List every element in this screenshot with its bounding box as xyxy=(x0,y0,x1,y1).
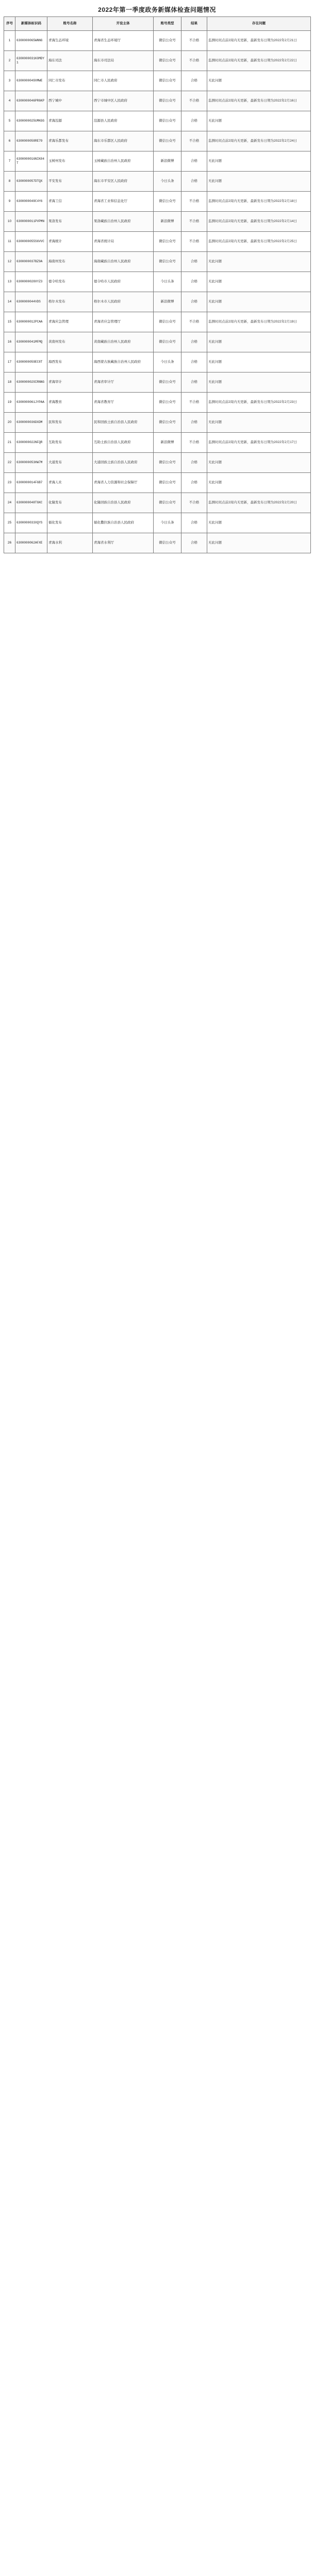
cell-issue: 无此问题 xyxy=(207,413,311,433)
cell-organization: 化隆回族自治县人民政府 xyxy=(93,493,154,513)
cell-media-id: 6300000041MFMQ xyxy=(15,332,47,352)
cell-media-id: 6300000028XYZ3 xyxy=(15,272,47,292)
column-header-result: 结果 xyxy=(181,17,207,31)
cell-account-type: 微信公众号 xyxy=(154,131,181,151)
cell-result: 不合格 xyxy=(181,91,207,111)
cell-media-id: 6300000044VDS xyxy=(15,292,47,312)
cell-result: 不合格 xyxy=(181,212,207,232)
cell-issue: 无此问题 xyxy=(207,272,311,292)
cell-media-id: 6300000048TGKC xyxy=(15,493,47,513)
cell-account-type: 微信公众号 xyxy=(154,71,181,91)
table-row xyxy=(4,232,311,252)
cell-organization: 循化撒拉族自治县人民政府 xyxy=(93,513,154,533)
cell-organization: 海东市乐都区人民政府 xyxy=(93,131,154,151)
cell-row-index: 2 xyxy=(4,51,15,71)
cell-issue: 无此问题 xyxy=(207,332,311,352)
cell-media-id: 6300000012PCAA xyxy=(15,312,47,332)
cell-result: 合格 xyxy=(181,252,207,272)
cell-issue: 监测时间点前2周内无更新，最新发布日期为2022年2月17日 xyxy=(207,433,311,453)
cell-media-id: 6300000062AFXE xyxy=(15,533,47,553)
cell-account-type: 微信公众号 xyxy=(154,312,181,332)
cell-issue: 无此问题 xyxy=(207,71,311,91)
cell-media-id: 6300000049XMWE xyxy=(15,71,47,91)
cell-account-name: 海东司法 xyxy=(47,51,93,71)
cell-issue: 无此问题 xyxy=(207,453,311,473)
cell-result: 不合格 xyxy=(181,393,207,413)
cell-row-index: 16 xyxy=(4,332,15,352)
cell-organization: 青海省工业和信息化厅 xyxy=(93,192,154,212)
cell-result: 合格 xyxy=(181,111,207,131)
cell-account-name: 青海水利 xyxy=(47,533,93,553)
cell-row-index: 10 xyxy=(4,212,15,232)
cell-account-name: 民和发布 xyxy=(47,413,93,433)
cell-result: 合格 xyxy=(181,533,207,553)
cell-issue: 监测时间点前2周内无更新，最新发布日期为2022年2月14日 xyxy=(207,212,311,232)
column-header-index: 序号 xyxy=(4,17,15,31)
cell-media-id: 6300000055S6VVC xyxy=(15,232,47,252)
cell-result: 不合格 xyxy=(181,31,207,51)
cell-media-id: 6300000065WNNG xyxy=(15,31,47,51)
cell-row-index: 3 xyxy=(4,71,15,91)
cell-issue: 无此问题 xyxy=(207,533,311,553)
cell-account-type: 微信公众号 xyxy=(154,192,181,212)
table-row xyxy=(4,91,311,111)
cell-media-id: 6300000031KOMDY1 xyxy=(15,51,47,71)
cell-account-type: 新浪微博 xyxy=(154,151,181,172)
cell-account-type: 微信公众号 xyxy=(154,372,181,393)
cell-organization: 青海省审计厅 xyxy=(93,372,154,393)
cell-issue: 监测时间点前2周内无更新，最新发布日期为2022年2月23日 xyxy=(207,393,311,413)
cell-issue: 监测时间点前2周内无更新，最新发布日期为2022年2月20日 xyxy=(207,493,311,513)
table-row xyxy=(4,393,311,413)
cell-organization: 互助土族自治县人民政府 xyxy=(93,433,154,453)
cell-row-index: 24 xyxy=(4,493,15,513)
table-row xyxy=(4,51,311,71)
cell-account-name: 青海人社 xyxy=(47,473,93,493)
cell-row-index: 22 xyxy=(4,453,15,473)
cell-account-name: 黄南州发布 xyxy=(47,332,93,352)
cell-account-name: 果洛发布 xyxy=(47,212,93,232)
cell-issue: 监测时间点前2周内无更新，最新发布日期为2022年2月19日 xyxy=(207,312,311,332)
table-row xyxy=(4,312,311,332)
cell-result: 合格 xyxy=(181,352,207,372)
cell-result: 合格 xyxy=(181,332,207,352)
cell-result: 合格 xyxy=(181,473,207,493)
table-row xyxy=(4,372,311,393)
cell-account-type: 今日头条 xyxy=(154,513,181,533)
cell-row-index: 5 xyxy=(4,111,15,131)
cell-media-id: 6300000029IRNNG xyxy=(15,372,47,393)
cell-media-id: 6300000014FGB7 xyxy=(15,473,47,493)
column-header-account-type: 账号类型 xyxy=(154,17,181,31)
cell-organization: 海西蒙古族藏族自治州人民政府 xyxy=(93,352,154,372)
cell-account-type: 今日头条 xyxy=(154,272,181,292)
cell-media-id: 6300000046PR6KP xyxy=(15,91,47,111)
cell-issue: 监测时间点前2周内无更新，最新发布日期为2022年2月25日 xyxy=(207,232,311,252)
cell-row-index: 6 xyxy=(4,131,15,151)
cell-issue: 监测时间点前2周内无更新，最新发布日期为2022年2月24日 xyxy=(207,131,311,151)
cell-account-type: 微信公众号 xyxy=(154,533,181,553)
cell-account-name: 循化发布 xyxy=(47,513,93,533)
cell-issue: 监测时间点前2周内无更新，最新发布日期为2022年2月21日 xyxy=(207,31,311,51)
cell-organization: 海东市司法局 xyxy=(93,51,154,71)
cell-account-type: 微信公众号 xyxy=(154,453,181,473)
cell-account-type: 微信公众号 xyxy=(154,493,181,513)
cell-organization: 湟源县人民政府 xyxy=(93,111,154,131)
cell-organization: 青海省应急管理厅 xyxy=(93,312,154,332)
cell-issue: 监测时间点前2周内无更新，最新发布日期为2022年2月18日 xyxy=(207,192,311,212)
cell-media-id: 6300000033XQYS xyxy=(15,513,47,533)
cell-media-id: 6300000053HW7M xyxy=(15,453,47,473)
table-row xyxy=(4,131,311,151)
cell-account-name: 海南州发布 xyxy=(47,252,93,272)
cell-account-name: 青海工信 xyxy=(47,192,93,212)
cell-account-type: 今日头条 xyxy=(154,352,181,372)
cell-account-name: 玉树州发布 xyxy=(47,151,93,172)
cell-row-index: 17 xyxy=(4,352,15,372)
cell-row-index: 25 xyxy=(4,513,15,533)
cell-row-index: 7 xyxy=(4,151,15,172)
cell-row-index: 12 xyxy=(4,252,15,272)
cell-organization: 青海省统计局 xyxy=(93,232,154,252)
cell-issue: 无此问题 xyxy=(207,252,311,272)
cell-account-name: 平安发布 xyxy=(47,172,93,192)
cell-account-type: 微信公众号 xyxy=(154,332,181,352)
cell-organization: 同仁市人民政府 xyxy=(93,71,154,91)
cell-result: 合格 xyxy=(181,292,207,312)
cell-row-index: 13 xyxy=(4,272,15,292)
cell-result: 不合格 xyxy=(181,493,207,513)
cell-row-index: 23 xyxy=(4,473,15,493)
cell-result: 合格 xyxy=(181,172,207,192)
cell-row-index: 11 xyxy=(4,232,15,252)
table-row xyxy=(4,413,311,433)
cell-media-id: 6300000037BZ9A xyxy=(15,252,47,272)
cell-issue: 无此问题 xyxy=(207,172,311,192)
cell-result: 不合格 xyxy=(181,433,207,453)
cell-row-index: 9 xyxy=(4,192,15,212)
table-header-row xyxy=(4,17,311,31)
cell-account-type: 新浪微博 xyxy=(154,433,181,453)
cell-account-name: 青海生态环境 xyxy=(47,31,93,51)
cell-account-name: 化隆发布 xyxy=(47,493,93,513)
cell-result: 合格 xyxy=(181,513,207,533)
table-row xyxy=(4,111,311,131)
cell-issue: 监测时间点前2周内无更新，最新发布日期为2022年2月16日 xyxy=(207,91,311,111)
cell-issue: 无此问题 xyxy=(207,111,311,131)
cell-account-type: 微信公众号 xyxy=(154,393,181,413)
cell-media-id: 6300000057DTQX xyxy=(15,172,47,192)
cell-media-id: 6300000061JYPAA xyxy=(15,393,47,413)
cell-row-index: 18 xyxy=(4,372,15,393)
cell-account-type: 微信公众号 xyxy=(154,111,181,131)
cell-result: 合格 xyxy=(181,413,207,433)
cell-account-type: 微信公众号 xyxy=(154,51,181,71)
table-row xyxy=(4,172,311,192)
cell-row-index: 20 xyxy=(4,413,15,433)
column-header-account-name: 账号名称 xyxy=(47,17,93,31)
table-row xyxy=(4,332,311,352)
cell-result: 合格 xyxy=(181,151,207,172)
cell-organization: 大通回族土族自治县人民政府 xyxy=(93,453,154,473)
cell-account-name: 海西发布 xyxy=(47,352,93,372)
table-row xyxy=(4,473,311,493)
cell-media-id: 6300000016NIK04T xyxy=(15,151,47,172)
cell-media-id: 6300000022NFQR xyxy=(15,433,47,453)
cell-media-id: 6300000025UMKGG xyxy=(15,111,47,131)
cell-organization: 海南藏族自治州人民政府 xyxy=(93,252,154,272)
cell-account-name: 青海应急管理 xyxy=(47,312,93,332)
page-title: 2022年第一季度政务新媒体检查问题情况 xyxy=(98,6,216,13)
table-row xyxy=(4,493,311,513)
cell-row-index: 14 xyxy=(4,292,15,312)
table-row xyxy=(4,31,311,51)
cell-result: 不合格 xyxy=(181,51,207,71)
cell-account-type: 微信公众号 xyxy=(154,473,181,493)
cell-media-id: 6300000058RE79 xyxy=(15,131,47,151)
table-row xyxy=(4,272,311,292)
table-row xyxy=(4,252,311,272)
table-row xyxy=(4,71,311,91)
cell-organization: 民和回族土族自治县人民政府 xyxy=(93,413,154,433)
cell-result: 合格 xyxy=(181,272,207,292)
cell-account-name: 大通发布 xyxy=(47,453,93,473)
cell-account-type: 微信公众号 xyxy=(154,91,181,111)
cell-organization: 果洛藏族自治州人民政府 xyxy=(93,212,154,232)
cell-issue: 无此问题 xyxy=(207,292,311,312)
cell-account-name: 西宁城中 xyxy=(47,91,93,111)
table-row xyxy=(4,151,311,172)
cell-result: 不合格 xyxy=(181,232,207,252)
cell-row-index: 8 xyxy=(4,172,15,192)
column-header-organization: 开设主体 xyxy=(93,17,154,31)
cell-organization: 黄南藏族自治州人民政府 xyxy=(93,332,154,352)
cell-account-name: 青海湟源 xyxy=(47,111,93,131)
cell-row-index: 21 xyxy=(4,433,15,453)
cell-account-type: 新浪微博 xyxy=(154,292,181,312)
cell-organization: 海东市平安区人民政府 xyxy=(93,172,154,192)
cell-organization: 德令哈市人民政府 xyxy=(93,272,154,292)
cell-account-name: 青海乐都发布 xyxy=(47,131,93,151)
cell-organization: 格尔木市人民政府 xyxy=(93,292,154,312)
cell-account-name: 互助发布 xyxy=(47,433,93,453)
cell-organization: 玉树藏族自治州人民政府 xyxy=(93,151,154,172)
cell-row-index: 19 xyxy=(4,393,15,413)
cell-issue: 无此问题 xyxy=(207,372,311,393)
cell-account-type: 微信公众号 xyxy=(154,232,181,252)
cell-account-type: 新浪微博 xyxy=(154,212,181,232)
cell-result: 不合格 xyxy=(181,312,207,332)
cell-media-id: 6300000036DXDM xyxy=(15,413,47,433)
cell-result: 合格 xyxy=(181,71,207,91)
cell-organization: 西宁市城中区人民政府 xyxy=(93,91,154,111)
table-row xyxy=(4,292,311,312)
cell-result: 不合格 xyxy=(181,192,207,212)
cell-account-type: 今日头条 xyxy=(154,172,181,192)
inspection-table xyxy=(4,16,311,553)
cell-media-id: 6300000059EC8T xyxy=(15,352,47,372)
cell-account-name: 同仁市发布 xyxy=(47,71,93,91)
cell-issue: 无此问题 xyxy=(207,473,311,493)
cell-account-name: 青海统计 xyxy=(47,232,93,252)
cell-media-id: 6300000049C4Y6 xyxy=(15,192,47,212)
cell-issue: 无此问题 xyxy=(207,352,311,372)
cell-account-name: 青海审计 xyxy=(47,372,93,393)
cell-result: 合格 xyxy=(181,453,207,473)
table-row xyxy=(4,212,311,232)
cell-media-id: 6300000011PVPMN xyxy=(15,212,47,232)
cell-issue: 监测时间点前2周内无更新，最新发布日期为2022年2月22日 xyxy=(207,51,311,71)
cell-account-type: 微信公众号 xyxy=(154,252,181,272)
cell-row-index: 1 xyxy=(4,31,15,51)
cell-account-type: 微信公众号 xyxy=(154,413,181,433)
table-row xyxy=(4,453,311,473)
table-row xyxy=(4,513,311,533)
cell-row-index: 26 xyxy=(4,533,15,553)
cell-organization: 青海省人力资源和社会保障厅 xyxy=(93,473,154,493)
cell-organization: 青海省水利厅 xyxy=(93,533,154,553)
column-header-media-id: 新媒体标识码 xyxy=(15,17,47,31)
cell-issue: 无此问题 xyxy=(207,151,311,172)
cell-account-name: 格尔木发布 xyxy=(47,292,93,312)
cell-account-name: 青海教育 xyxy=(47,393,93,413)
cell-account-type: 微信公众号 xyxy=(154,31,181,51)
table-row xyxy=(4,433,311,453)
column-header-issue: 存在问题 xyxy=(207,17,311,31)
table-row xyxy=(4,533,311,553)
cell-row-index: 4 xyxy=(4,91,15,111)
cell-result: 合格 xyxy=(181,372,207,393)
cell-account-name: 德令哈发布 xyxy=(47,272,93,292)
cell-issue: 无此问题 xyxy=(207,513,311,533)
cell-row-index: 15 xyxy=(4,312,15,332)
cell-organization: 青海省教育厅 xyxy=(93,393,154,413)
cell-result: 不合格 xyxy=(181,131,207,151)
table-row xyxy=(4,192,311,212)
cell-organization: 青海省生态环境厅 xyxy=(93,31,154,51)
table-row xyxy=(4,352,311,372)
